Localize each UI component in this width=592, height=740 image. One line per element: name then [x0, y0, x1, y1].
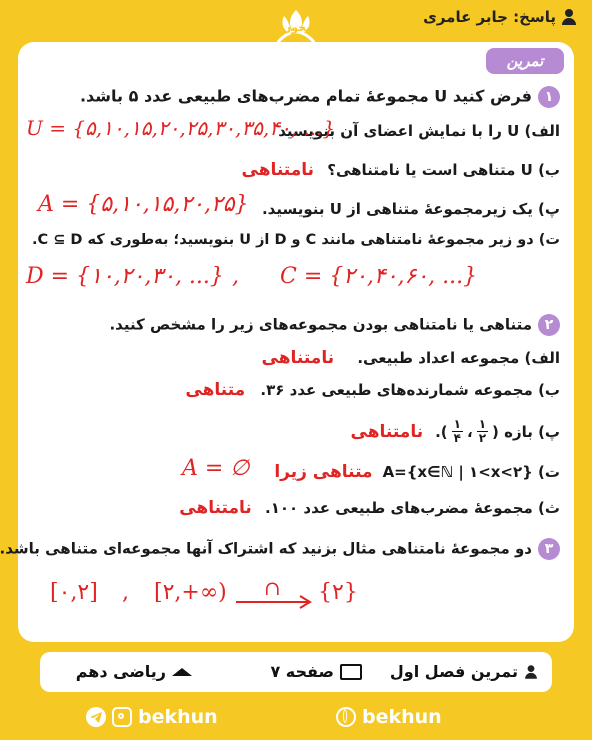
q2-te-text: ت) {A={x∈ℕ | ۱<x<۲	[382, 463, 560, 481]
footer-chapter-text: تمرین فصل اول	[389, 662, 518, 681]
svg-text:بخون: بخون	[281, 21, 311, 34]
q2-se-text: ث) مجموعهٔ مضرب‌های طبیعی عدد ۱۰۰.	[265, 499, 560, 517]
exercise-tag: تمرین	[486, 48, 564, 74]
telegram-icon	[86, 707, 106, 727]
footer-bar	[40, 652, 552, 692]
q2-alef	[262, 348, 560, 368]
q3-set1: [۰,۲]	[50, 580, 98, 605]
social-prefix: bekhun	[138, 706, 218, 728]
q3-comma: ,	[122, 580, 129, 605]
book-icon	[340, 664, 362, 680]
q1-alef: الف) U را با نمایش اعضای آن بنویسید	[278, 122, 560, 140]
q3-intersection-arrow	[234, 576, 316, 612]
social-suffix: official	[217, 706, 290, 728]
q2-number: ۲	[538, 314, 560, 336]
author-text: پاسخ: جابر عامری	[423, 8, 556, 26]
q2-be-text: ب) مجموعه شمارنده‌های طبیعی عدد ۳۶.	[260, 381, 560, 399]
q3-set2: [۲,+∞)	[154, 580, 227, 605]
globe-icon	[336, 707, 356, 727]
q3-result: {۲}	[318, 580, 358, 605]
q1-be-answer: نامتناهی	[241, 160, 315, 180]
q3-text: دو مجموعهٔ نامتناهی مثال بزنید که اشتراک آنها مجموعه‌ای متناهی باشد.	[0, 539, 532, 558]
q2-be-answer: متناهی	[185, 380, 246, 400]
website-link[interactable]	[336, 706, 493, 728]
graduation-cap-icon	[172, 668, 192, 676]
footer-subject-text: ریاضی دهم	[75, 662, 166, 681]
q2-pe-end: ).	[435, 422, 448, 441]
q2-te-answer: متناهی زیرا	[274, 462, 373, 482]
q1-be	[242, 160, 561, 180]
q1-pe-math: A = {۵,۱۰,۱۵,۲۰,۲۵}	[38, 192, 249, 217]
q2-se	[179, 498, 560, 518]
q1-te-math-d: D = {۱۰,۲۰,۳۰, ...}	[26, 264, 224, 289]
q2-se-answer: نامتناهی	[179, 498, 252, 518]
footer-page	[270, 662, 362, 681]
q1-be-text: ب) U متناهی است یا نامتناهی؟	[327, 161, 560, 179]
q2-pe-comma: ،	[466, 422, 473, 441]
footer-page-text: صفحه ۷	[270, 662, 334, 681]
q1-te-comma: ,	[232, 264, 239, 289]
intersection-symbol: ∩	[264, 576, 281, 600]
q2-pe-frac2: ۱ ۴	[453, 417, 461, 445]
q1-text: فرض کنید U مجموعهٔ تمام مضرب‌های طبیعی عدد ۵ باشد.	[79, 86, 532, 106]
site-suffix: .com	[441, 706, 494, 728]
student-icon	[525, 665, 537, 679]
q2-te-math: A = ∅	[182, 456, 250, 481]
q2-pe-answer: نامتناهی	[350, 421, 424, 442]
q1-number: ۱	[538, 86, 560, 108]
q3-number: ۳	[538, 538, 560, 560]
footer-subject	[76, 662, 192, 681]
site-prefix: bekhun	[362, 706, 442, 728]
q1-alef-math: U = {۵,۱۰,۱۵,۲۰,۲۵,۳۰,۳۵,۴۰, ...}	[26, 116, 336, 140]
q2-alef-answer: نامتناهی	[261, 348, 335, 368]
q2-pe-text: پ) بازه (	[492, 422, 560, 441]
q1-pe: پ) یک زیرمجموعهٔ متناهی از U بنویسید.	[261, 200, 560, 218]
q2-pe	[351, 418, 560, 445]
user-icon	[562, 9, 576, 25]
q1-te-math-c: C = {۲۰,۴۰,۶۰, ...}	[280, 264, 478, 289]
q2-alef-text: الف) مجموعه اعداد طبیعی.	[357, 349, 560, 367]
q2-text: متناهی یا نامتناهی بودن مجموعه‌های زیر را مشخص کنید.	[109, 315, 532, 334]
footer-chapter	[390, 662, 538, 681]
q2-te	[274, 462, 560, 482]
q1-title	[80, 86, 560, 108]
q3-title	[0, 538, 560, 560]
q2-title	[109, 314, 560, 336]
q2-pe-frac1: ۱ ۲	[478, 417, 487, 445]
social-handle[interactable]	[86, 706, 289, 728]
instagram-icon	[112, 707, 132, 727]
q1-te: ت) دو زیر مجموعهٔ نامتناهی مانند C و D از U بنویسید؛ به‌طوری که C ⊆ D.	[32, 232, 560, 248]
q2-be	[185, 380, 560, 400]
exercise-card	[0, 42, 574, 642]
author-label	[423, 8, 576, 26]
